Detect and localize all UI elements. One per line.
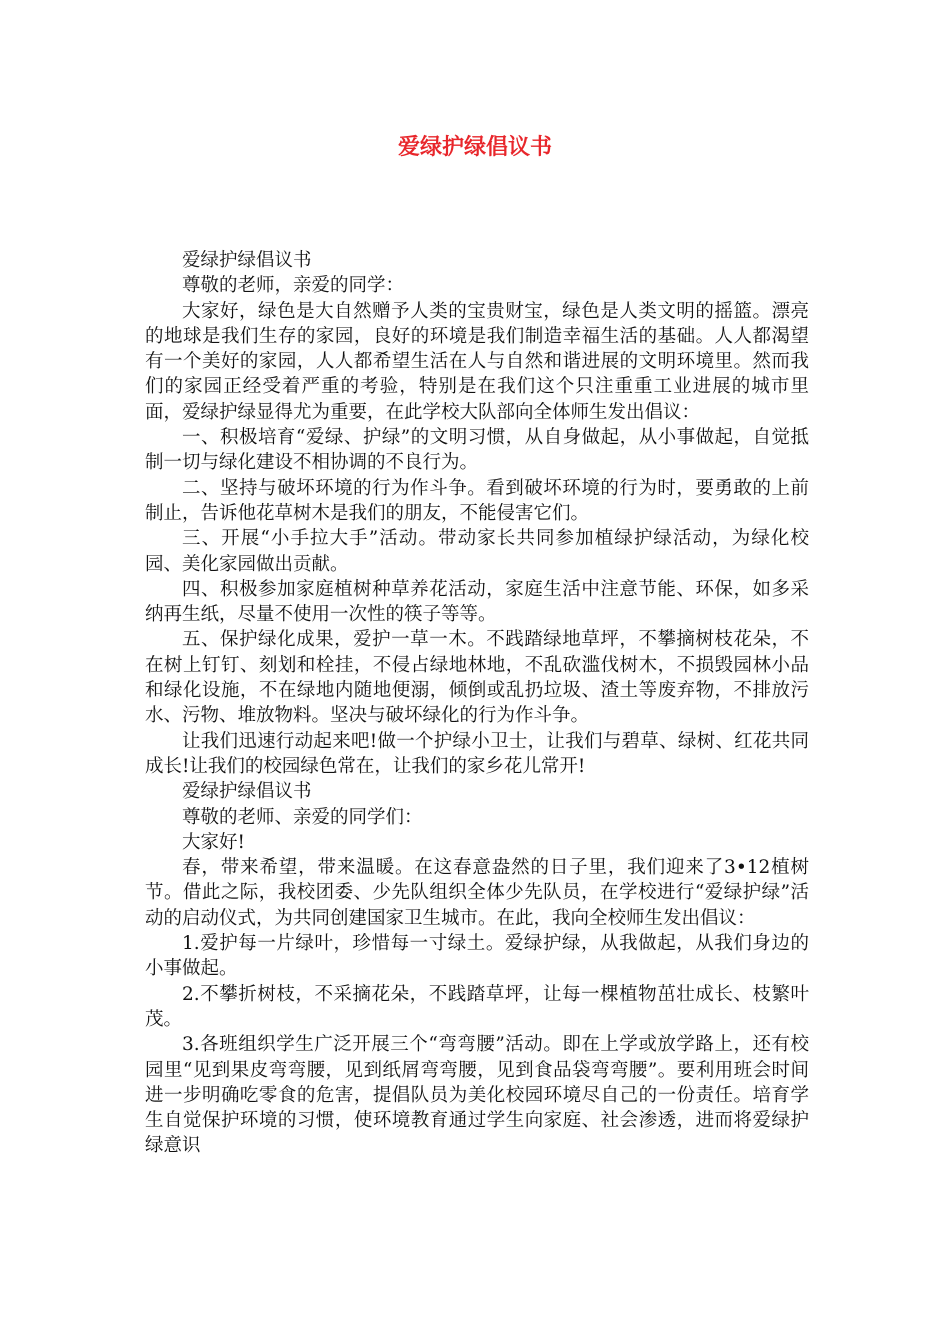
paragraph-point-1: 1.爱护每一片绿叶，珍惜每一寸绿土。爱绿护绿，从我做起，从我们身边的小事做起。 — [145, 933, 809, 980]
paragraph-intro-1: 大家好，绿色是大自然赠予人类的宝贵财宝，绿色是人类文明的摇篮。漂亮的地球是我们生存的家园，良好的环境是我们制造幸福生活的基础。人人都渴望有一个美好的家园，人人都希望生活在人与自然和谐进展的文明环境里。然而我们的家园正经受着严重的考验，特别是在我们这个只注重重工业进展的城市里面，爱绿护绿显得尤为重要，在此学校大队部向全体师生发出倡议： — [145, 300, 809, 423]
document-body — [145, 248, 809, 1159]
paragraph-item-5: 五、保护绿化成果，爱护一草一木。不践踏绿地草坪，不攀摘树枝花朵，不在树上钉钉、刻划和栓挂，不侵占绿地林地，不乱砍滥伐树木，不损毁园林小品和绿化设施，不在绿地内随地便溺，倾倒或乱扔垃圾、渣土等废弃物，不排放污水、污物、堆放物料。坚决与破坏绿化的行为作斗争。 — [145, 629, 809, 727]
paragraph-item-1: 一、积极培育“爱绿、护绿”的文明习惯，从自身做起，从小事做起，自觉抵制一切与绿化建设不相协调的不良行为。 — [145, 427, 809, 474]
paragraph-heading-2: 爱绿护绿倡议书 — [182, 781, 312, 803]
paragraph-greeting-2: 大家好! — [182, 831, 245, 853]
paragraph-item-3: 三、开展“小手拉大手”活动。带动家长共同参加植绿护绿活动，为绿化校园、美化家园做出贡献。 — [145, 528, 809, 575]
paragraph-salutation-2: 尊敬的老师、亲爱的同学们： — [182, 806, 423, 828]
paragraph-item-2: 二、坚持与破坏环境的行为作斗争。看到破坏环境的行为时，要勇敢的上前制止，告诉他花草树木是我们的朋友，不能侵害它们。 — [145, 477, 809, 524]
paragraph-closing-1: 让我们迅速行动起来吧!做一个护绿小卫士，让我们与碧草、绿树、红花共同成长!让我们的校园绿色常在，让我们的家乡花儿常开! — [145, 730, 809, 777]
paragraph-point-2: 2.不攀折树枝，不采摘花朵，不践踏草坪，让每一棵植物茁壮成长、枝繁叶茂。 — [145, 983, 809, 1030]
paragraph-point-3: 3.各班组织学生广泛开展三个“弯弯腰”活动。即在上学或放学路上，还有校园里“见到果皮弯弯腰，见到纸屑弯弯腰，见到食品袋弯弯腰”。要利用班会时间进一步明确吃零食的危害，提倡队员为美化校园环境尽自己的一份责任。培育学生自觉保护环境的习惯，使环境教育通过学生向家庭、社会渗透，进而将爱绿护绿意识 — [145, 1034, 809, 1157]
paragraph-item-4: 四、积极参加家庭植树种草养花活动，家庭生活中注意节能、环保，如多采纳再生纸，尽量不使用一次性的筷子等等。 — [145, 578, 809, 626]
paragraph-salutation-1: 尊敬的老师，亲爱的同学： — [182, 275, 405, 297]
document-title: 爱绿护绿倡议书 — [397, 135, 552, 160]
paragraph-intro-2: 春，带来希望，带来温暖。在这春意盎然的日子里，我们迎来了3•12植树节。借此之际，我校团委、少先队组织全体少先队员，在学校进行“爱绿护绿”活动的启动仪式，为共同创建国家卫生城市。在此，我向全校师生发出倡议： — [145, 857, 809, 929]
paragraph-heading-1: 爱绿护绿倡议书 — [182, 250, 312, 271]
